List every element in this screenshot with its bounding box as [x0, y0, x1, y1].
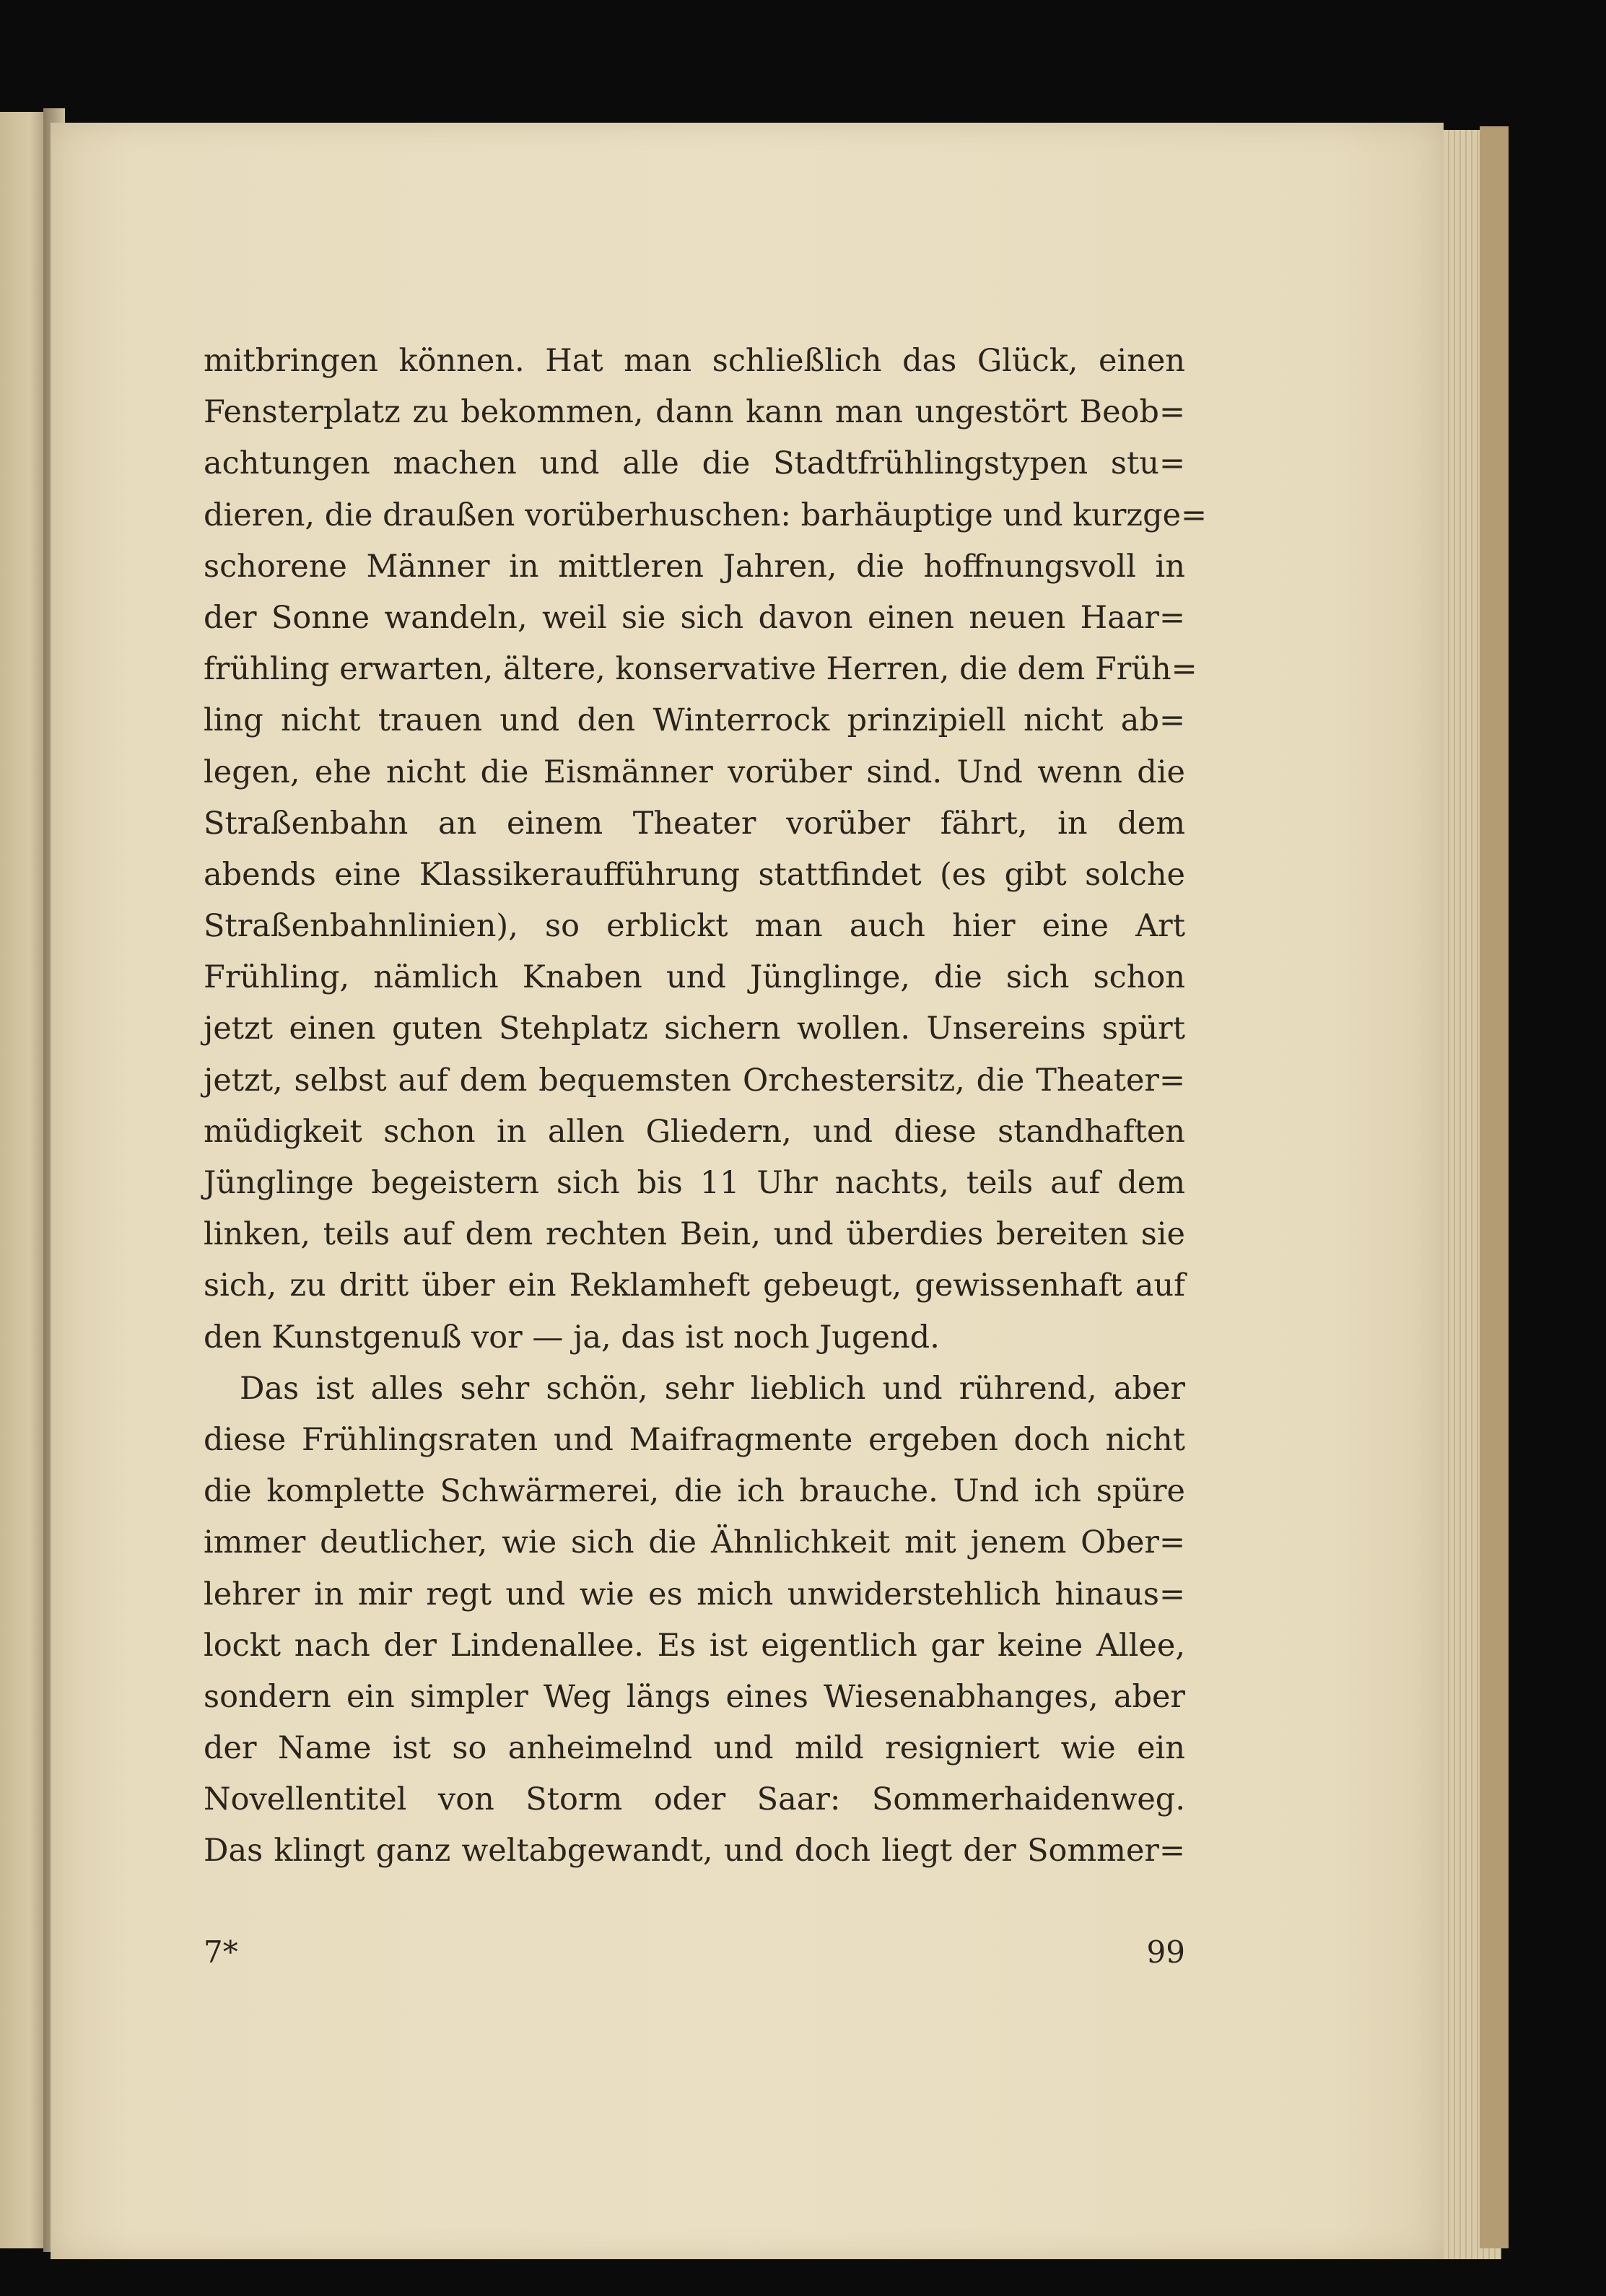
text-line: Jünglinge begeistern sich bis 11 Uhr nachts, teils auf dem	[204, 1165, 1185, 1201]
text-line: müdigkeit schon in allen Gliedern, und diese standhaften	[204, 1113, 1185, 1150]
text-line: Das ist alles sehr schön, sehr lieblich und rührend, aber	[240, 1370, 1185, 1407]
text-line: dieren, die draußen vorüberhuschen: barhäuptige und kurzge=	[204, 497, 1208, 533]
text-line: den Kunstgenuß vor — ja, das ist noch Jugend.	[204, 1319, 940, 1356]
text-line: lockt nach der Lindenallee. Es ist eigentlich gar keine Allee,	[204, 1627, 1185, 1664]
text-line: Frühling, nämlich Knaben und Jünglinge, die sich schon	[204, 959, 1185, 996]
text-line: frühling erwarten, ältere, konservative Herren, die dem Früh=	[204, 651, 1197, 688]
text-line: abends eine Klassikeraufführung stattfindet (es gibt solche	[204, 856, 1185, 893]
text-line: achtungen machen und alle die Stadtfrühlingstypen stu=	[204, 445, 1185, 482]
page-number: 99	[1146, 1934, 1185, 1970]
text-line: jetzt, selbst auf dem bequemsten Orchestersitz, die Theater=	[204, 1062, 1185, 1099]
text-line: lehrer in mir regt und wie es mich unwiderstehlich hinaus=	[204, 1576, 1185, 1612]
signature-mark: 7*	[204, 1934, 238, 1970]
book-cover-edge	[1480, 126, 1509, 2248]
text-line: legen, ehe nicht die Eismänner vorüber sind. Und wenn die	[204, 754, 1185, 790]
text-line: mitbringen können. Hat man schließlich das Glück, einen	[204, 343, 1185, 379]
text-line: Straßenbahn an einem Theater vorüber fährt, in dem	[204, 805, 1185, 842]
text-line: Fensterplatz zu bekommen, dann kann man ungestört Beob=	[204, 394, 1185, 431]
body-text	[204, 336, 1208, 1877]
text-line: der Sonne wandeln, weil sie sich davon einen neuen Haar=	[204, 599, 1185, 636]
text-line: schorene Männer in mittleren Jahren, die hoffnungsvoll in	[204, 548, 1185, 585]
text-line: Novellentitel von Storm oder Saar: Sommerhaidenweg.	[204, 1781, 1185, 1818]
text-line: sondern ein simpler Weg längs eines Wiesenabhanges, aber	[204, 1678, 1185, 1715]
text-line: sich, zu dritt über ein Reklamheft gebeugt, gewissenhaft auf	[204, 1267, 1185, 1304]
left-page-edge	[0, 112, 49, 2248]
text-line: diese Frühlingsraten und Maifragmente ergeben doch nicht	[204, 1421, 1185, 1458]
text-line: jetzt einen guten Stehplatz sichern wollen. Unsereins spürt	[204, 1010, 1185, 1047]
text-line: Straßenbahnlinien), so erblickt man auch hier eine Art	[204, 908, 1185, 945]
text-line: linken, teils auf dem rechten Bein, und überdies bereiten sie	[204, 1216, 1185, 1253]
text-line: die komplette Schwärmerei, die ich brauche. Und ich spüre	[204, 1473, 1185, 1510]
text-line: Das klingt ganz weltabgewandt, und doch liegt der Sommer=	[204, 1833, 1185, 1869]
text-line: ling nicht trauen und den Winterrock prinzipiell nicht ab=	[204, 702, 1185, 739]
text-line: immer deutlicher, wie sich die Ähnlichkeit mit jenem Ober=	[204, 1524, 1185, 1561]
text-line: der Name ist so anheimelnd und mild resigniert wie ein	[204, 1730, 1185, 1767]
